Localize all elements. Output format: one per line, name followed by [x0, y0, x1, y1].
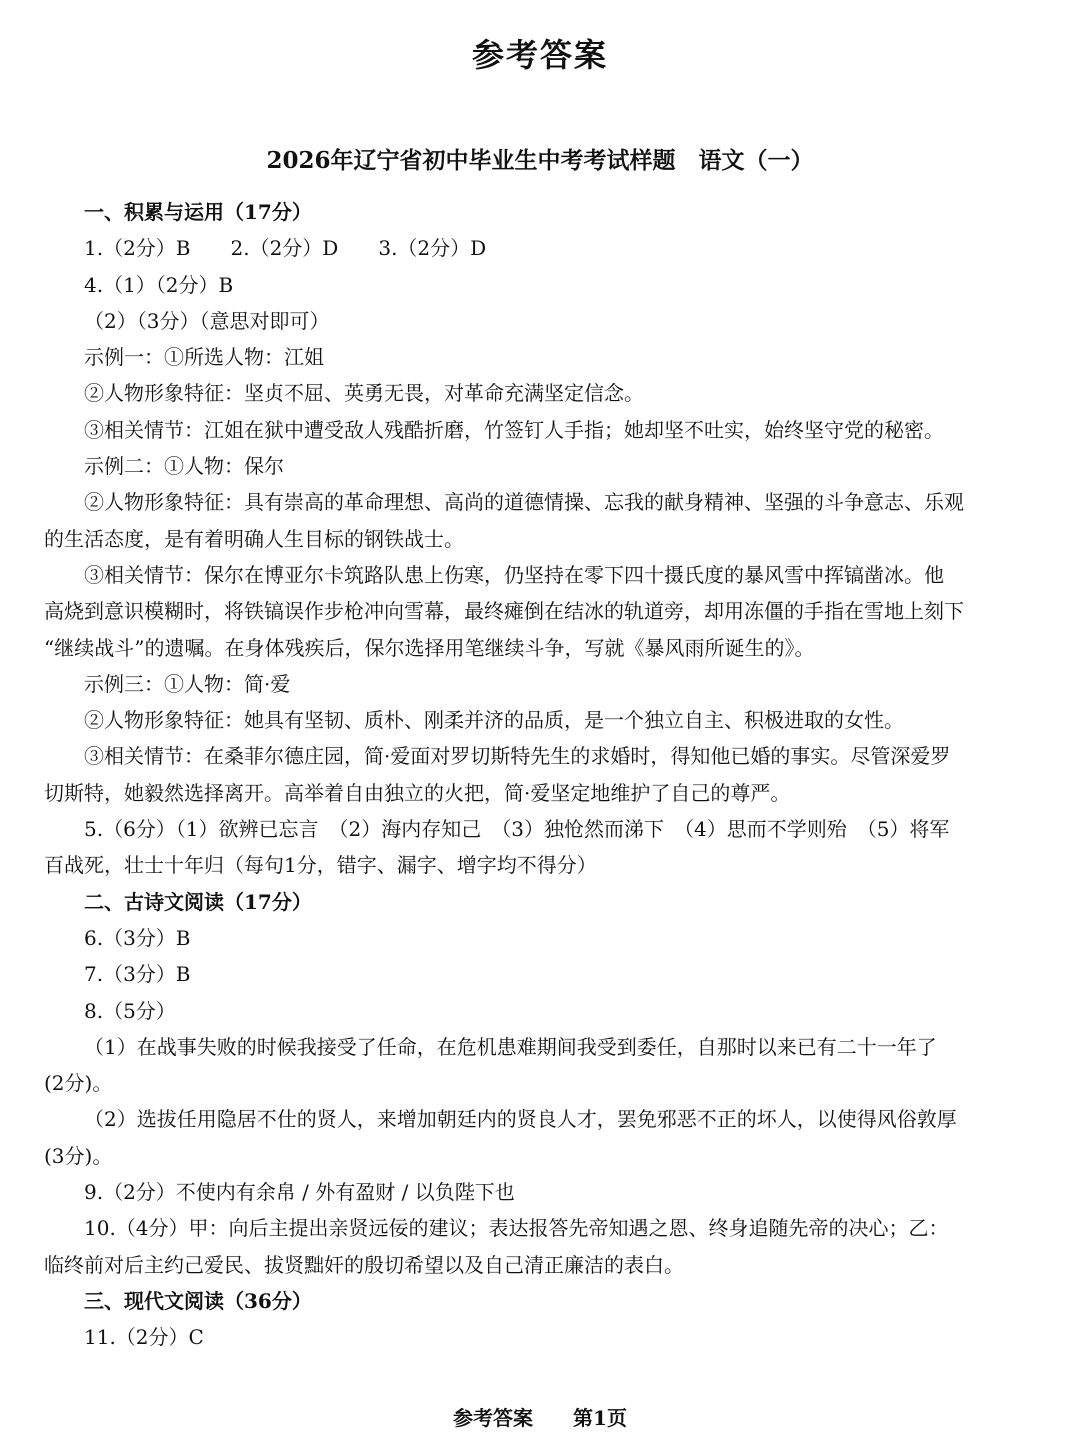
- answer-line: 9.（2分）不使内有余帛 / 外有盈财 / 以负陛下也: [84, 1180, 515, 1205]
- answer-line: 示例三：①人物：简·爱: [84, 671, 291, 696]
- answer-line: 切斯特，她毅然选择离开。高举着自由独立的火把，简·爱坚定地维护了自己的尊严。: [44, 780, 791, 805]
- answer-line: 百战死，壮士十年归（每句1分，错字、漏字、增字均不得分）: [44, 853, 597, 878]
- answer-line: 10.（4分）甲：向后主提出亲贤远佞的建议；表达报答先帝知遇之恩、终身追随先帝的决心；乙：: [84, 1216, 949, 1241]
- answer-line: 的生活态度，是有着明确人生目标的钢铁战士。: [44, 526, 464, 551]
- answer-line: 4.（1）（2分）B: [84, 272, 234, 297]
- answer-line: 6.（3分）B: [84, 925, 191, 950]
- answer-line: 11.（2分）C: [84, 1325, 204, 1350]
- answer-line: 示例一：①所选人物：江姐: [84, 345, 324, 370]
- section-heading: 三、现代文阅读（36分）: [84, 1288, 312, 1313]
- answer-line: （2）选拔任用隐居不仕的贤人，来增加朝廷内的贤良人才，罢免邪恶不正的坏人，以使得风俗敦厚: [84, 1107, 957, 1132]
- answer-line: （2）（3分）（意思对即可）: [84, 308, 330, 333]
- exam-subtitle: 2026年辽宁省初中毕业生中考考试样题 语文（一）: [266, 147, 814, 174]
- answer-line: ③相关情节：江姐在狱中遭受敌人残酷折磨，竹签钉人手指；她却坚不吐实，始终坚守党的秘密。: [84, 417, 944, 442]
- answer-line: 1.（2分）B 2.（2分）D 3.（2分）D: [84, 236, 487, 261]
- answer-line: ②人物形象特征：她具有坚韧、质朴、刚柔并济的品质，是一个独立自主、积极进取的女性。: [84, 708, 904, 733]
- answer-line: 7.（3分）B: [84, 962, 191, 987]
- answer-line: “继续战斗”的遗嘱。在身体残疾后，保尔选择用笔继续斗争，写就《暴风雨所诞生的》。: [44, 635, 815, 660]
- answer-line: 示例二：①人物：保尔: [84, 454, 284, 479]
- answer-line: （1）在战事失败的时候我接受了任命，在危机患难期间我受到委任，自那时以来已有二十一年了: [84, 1034, 937, 1059]
- section-heading: 一、积累与运用（17分）: [84, 200, 312, 224]
- answer-content: [44, 194, 1032, 1356]
- answer-line: (2分)。: [44, 1071, 113, 1096]
- answer-line: ③相关情节：保尔在博亚尔卡筑路队患上伤寒，仍坚持在零下四十摄氏度的暴风雪中挥镐凿冰。他: [84, 562, 944, 587]
- answer-line: 8.（5分）: [84, 998, 176, 1023]
- answer-line: (3分)。: [44, 1143, 113, 1168]
- answer-line: 5.（6分）（1）欲辨已忘言 （2）海内存知己 （3）独怆然而涕下 （4）思而不学则殆 （5）将军: [84, 817, 950, 842]
- answer-line: 临终前对后主约己爱民、拔贤黜奸的殷切希望以及自己清正廉洁的表白。: [44, 1252, 684, 1277]
- answer-line: ②人物形象特征：具有崇高的革命理想、高尚的道德情操、忘我的献身精神、坚强的斗争意志、乐观: [84, 490, 964, 515]
- answer-line: ③相关情节：在桑菲尔德庄园，简·爱面对罗切斯特先生的求婚时，得知他已婚的事实。尽管深爱罗: [84, 744, 951, 769]
- section-heading: 二、古诗文阅读（17分）: [84, 889, 312, 914]
- page-footer: 参考答案 第1页: [453, 1406, 627, 1430]
- answer-line: ②人物形象特征：坚贞不屈、英勇无畏，对革命充满坚定信念。: [84, 381, 644, 406]
- answer-line: 高烧到意识模糊时，将铁镐误作步枪冲向雪幕，最终瘫倒在结冰的轨道旁，却用冻僵的手指在雪地上刻下: [44, 599, 964, 624]
- page-title: 参考答案: [471, 36, 608, 74]
